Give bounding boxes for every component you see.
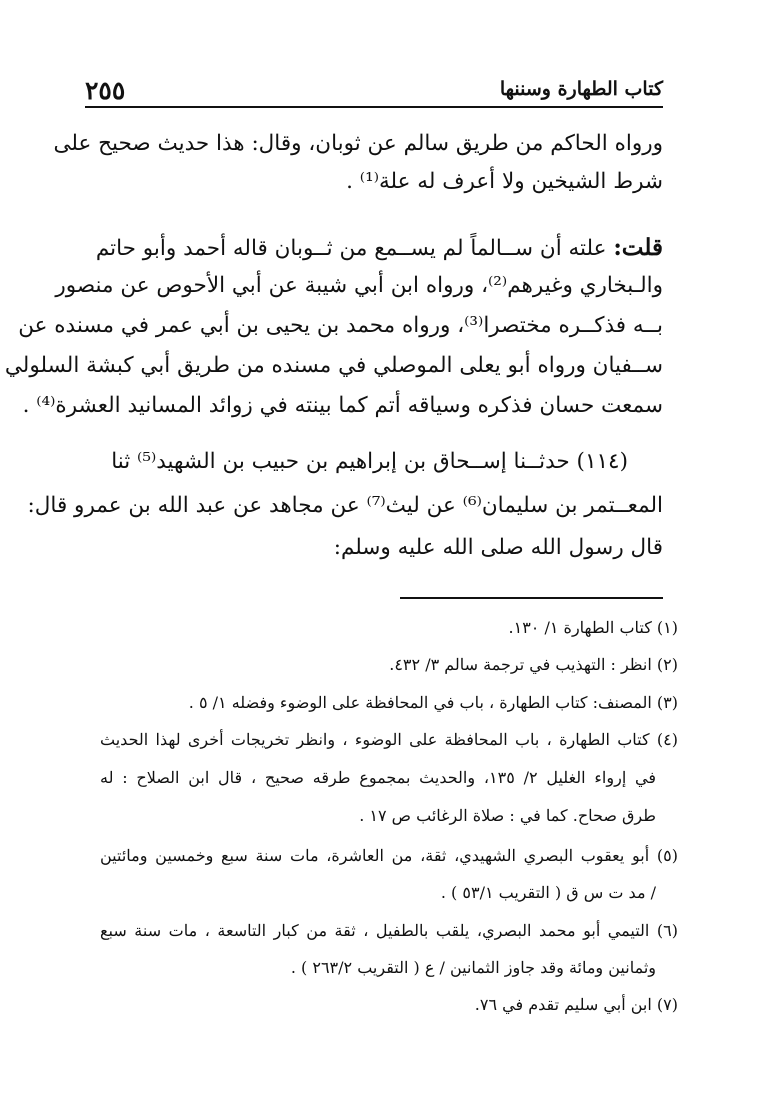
- body-line: شرط الشيخين ولا أعرف له علة⁽¹⁾ .: [346, 169, 663, 194]
- paragraph-lead: قلت:: [613, 234, 663, 261]
- body-line: [95, 232, 663, 265]
- body-line: ورواه الحاكم من طريق سالم عن ثوبان، وقال: هذا حديث صحيح على: [53, 131, 663, 156]
- body-line: (١١٤) حدثــنا إســحاق بن إبراهيم بن حبيب بن الشهيد⁽⁵⁾ ثنا: [111, 449, 628, 474]
- footnote: (٦) التيمي أبو محمد البصري، يلقب بالطفيل ، ثقة من كبار التاسعة ، مات سنة سبع: [100, 921, 678, 940]
- body-line: قال رسول الله صلى الله عليه وسلم:: [333, 535, 663, 560]
- body-line: سمعت حسان فذكره وسياقه أتم كما بينته في زوائد المسانيد العشرة⁽⁴⁾ .: [22, 393, 663, 418]
- body-line: ســفيان ورواه أبو يعلى الموصلي في مسنده من طريق أبي كبشة السلولي: [4, 353, 663, 378]
- page-header: [85, 76, 663, 108]
- footnote-continuation: طرق صحاح. كما في : صلاة الرغائب ص ١٧ .: [359, 806, 656, 825]
- body-line: المعــتمر بن سليمان⁽⁶⁾ عن ليث⁽⁷⁾ عن مجاهد عن عبد الله بن عمرو قال:: [27, 493, 663, 518]
- footnote: (٧) ابن أبي سليم تقدم في ٧٦.: [474, 995, 678, 1014]
- page-number: ٢٥٥: [85, 76, 126, 105]
- running-title: كتاب الطهارة وسننها: [499, 78, 663, 100]
- footnote-continuation: وثمانين ومائة وقد جاوز الثمانين / ع ( التقريب ٢٦٣/٢ ) .: [290, 958, 656, 977]
- footnote: (١) كتاب الطهارة ١/ ١٣٠.: [508, 618, 678, 637]
- footnote: (٥) أبو يعقوب البصري الشهيدي، ثقة، من العاشرة، مات سنة سبع وخمسين ومائتين: [100, 846, 678, 865]
- body-line: والـبخاري وغيرهم⁽²⁾، ورواه ابن أبي شيبة عن أبي الأحوص عن منصور: [55, 273, 663, 298]
- footnote-continuation: في إرواء الغليل ٢/ ١٣٥، والحديث بمجموع طرقه صحيح ، قال ابن الصلاح : له: [100, 768, 657, 787]
- footnote: (٣) المصنف: كتاب الطهارة ، باب في المحافظة على الوضوء وفضله ١/ ٥ .: [188, 693, 678, 712]
- footnote: (٢) انظر : التهذيب في ترجمة سالم ٣/ ٤٣٢.: [389, 655, 678, 674]
- footnote-continuation: / مد ت س ق ( التقريب ٥٣/١ ) .: [440, 883, 656, 902]
- body-line: بــه فذكــره مختصرا⁽³⁾، ورواه محمد بن يحيى بن أبي عمر في مسنده عن: [18, 313, 663, 338]
- body-line-text: علته أن ســالماً لم يســمع من ثــوبان قاله أحمد وأبو حاتم: [95, 236, 607, 261]
- footnote: (٤) كتاب الطهارة ، باب المحافظة على الوضوء ، وانظر تخريجات أخرى لهذا الحديث: [100, 730, 678, 749]
- footnote-separator: [400, 597, 663, 599]
